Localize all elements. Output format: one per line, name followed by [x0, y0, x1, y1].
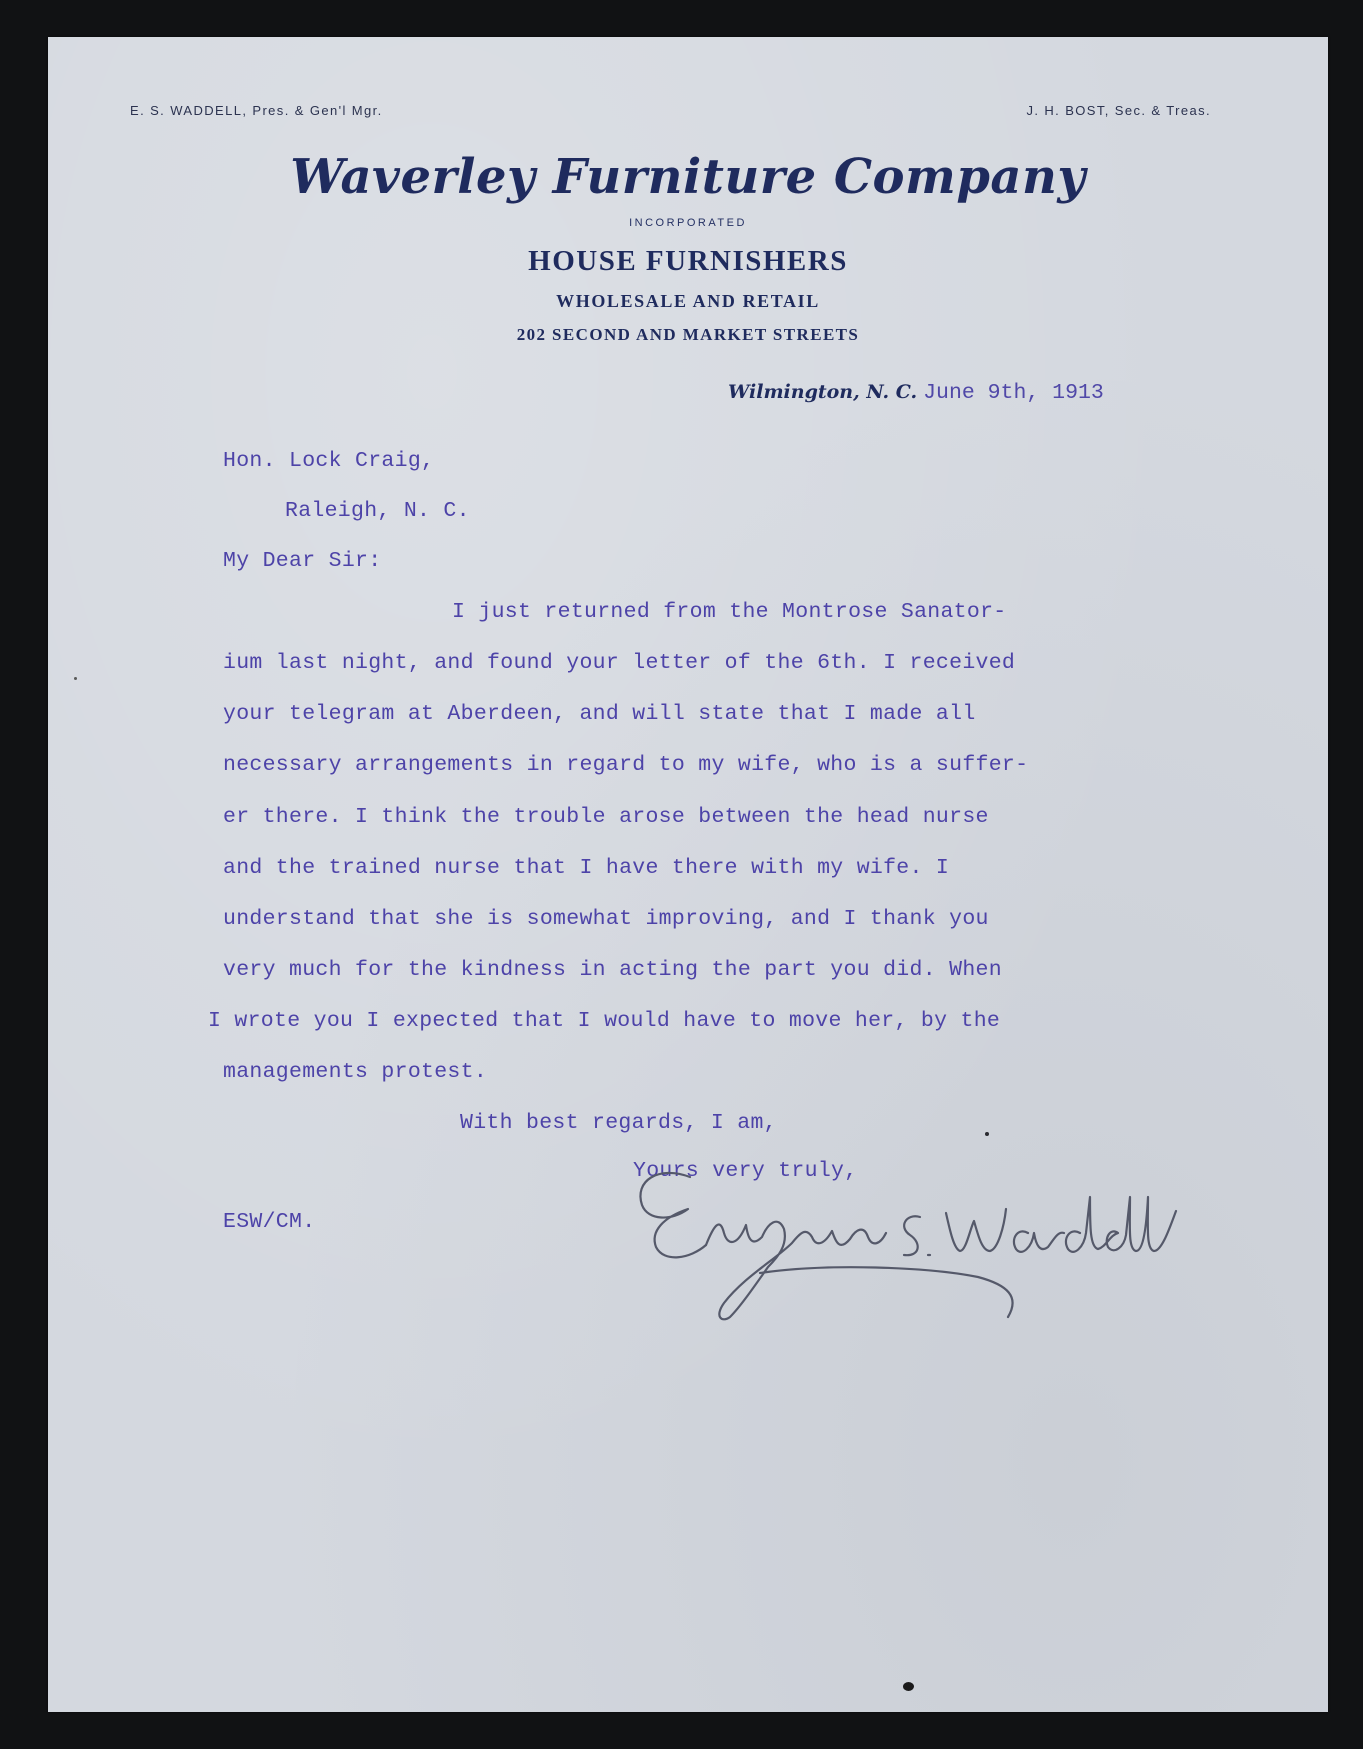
body-line: and the trained nurse that I have there with my wife. I [223, 856, 950, 880]
president-credit: E. S. WADDELL, Pres. & Gen'l Mgr. [130, 103, 383, 118]
body-line: necessary arrangements in regard to my wife, who is a suffer- [223, 753, 1029, 777]
salutation: My Dear Sir: [223, 549, 382, 573]
handwritten-signature [628, 1147, 1188, 1332]
business-tagline: HOUSE FURNISHERS [528, 245, 848, 277]
body-line: er there. I think the trouble arose between the head nurse [223, 805, 989, 829]
body-line: ium last night, and found your letter of the 6th. I received [223, 651, 1016, 675]
recipient-city: Raleigh, N. C. [285, 499, 470, 523]
paper-speck [74, 677, 77, 680]
complimentary-close: Yours very truly, [633, 1159, 858, 1183]
body-line: I just returned from the Montrose Sanator- [452, 600, 1007, 624]
secretary-credit: J. H. BOST, Sec. & Treas. [1026, 103, 1211, 118]
ink-blot [903, 1682, 914, 1691]
company-name: Waverley Furniture Company [290, 149, 1086, 205]
letter-date: June 9th, 1913 [923, 381, 1104, 405]
street-address: 202 SECOND AND MARKET STREETS [516, 325, 860, 344]
body-line: your telegram at Aberdeen, and will state that I made all [223, 702, 976, 726]
trade-line: WHOLESALE AND RETAIL [556, 291, 820, 311]
recipient-name: Hon. Lock Craig, [223, 449, 435, 473]
body-line: very much for the kindness in acting the part you did. When [223, 958, 1002, 982]
letter-page [48, 37, 1328, 1712]
incorporated-label: INCORPORATED [629, 217, 747, 229]
dateline [728, 381, 1104, 405]
body-line: understand that she is somewhat improving, and I thank you [223, 907, 989, 931]
dateline-place: Wilmington, N. C. [728, 381, 918, 403]
ink-speck [985, 1132, 989, 1136]
body-line: I wrote you I expected that I would have to move her, by the [208, 1009, 1001, 1033]
body-line: managements protest. [223, 1060, 488, 1084]
closing-regards: With best regards, I am, [460, 1111, 777, 1135]
typist-initials: ESW/CM. [223, 1210, 316, 1234]
